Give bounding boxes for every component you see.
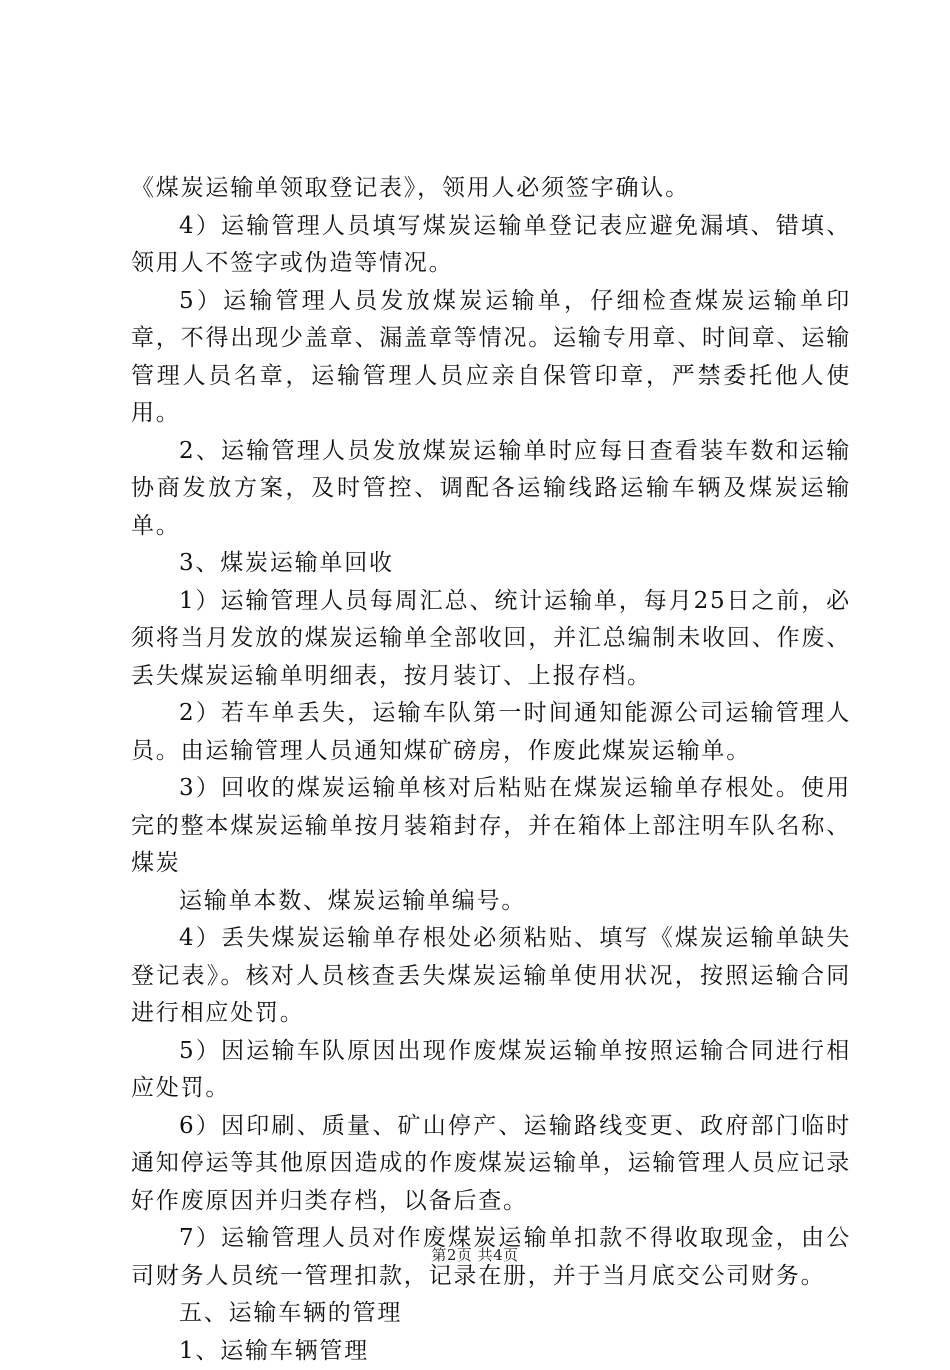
paragraph: 6）因印刷、质量、矿山停产、运输路线变更、政府部门临时通知停运等其他原因造成的作废煤炭运输单，运输管理人员应记录好作废原因并归类存档，以备后查。 [131,1108,851,1221]
page-footer: 第2页 共4页 [0,1244,950,1265]
paragraph: 运输单本数、煤炭运输单编号。 [131,883,851,921]
paragraph: 3、煤炭运输单回收 [131,545,851,583]
paragraph: 5）因运输车队原因出现作废煤炭运输单按照运输合同进行相应处罚。 [131,1033,851,1108]
paragraph: 2）若车单丢失，运输车队第一时间通知能源公司运输管理人员。由运输管理人员通知煤矿磅房，作废此煤炭运输单。 [131,695,851,770]
paragraph: 7）运输管理人员对作废煤炭运输单扣款不得收取现金，由公司财务人员统一管理扣款，记录在册，并于当月底交公司财务。 [131,1220,851,1295]
paragraph: 《煤炭运输单领取登记表》，领用人必须签字确认。 [131,170,851,208]
paragraph: 2、运输管理人员发放煤炭运输单时应每日查看装车数和运输协商发放方案，及时管控、调配各运输线路运输车辆及煤炭运输单。 [131,433,851,546]
paragraph: 5）运输管理人员发放煤炭运输单，仔细检查煤炭运输单印章，不得出现少盖章、漏盖章等情况。运输专用章、时间章、运输管理人员名章，运输管理人员应亲自保管印章，严禁委托他人使用。 [131,283,851,433]
paragraph: 1、运输车辆管理 [131,1333,851,1370]
document-body [131,170,851,1370]
paragraph: 五、运输车辆的管理 [131,1295,851,1333]
paragraph: 4）运输管理人员填写煤炭运输单登记表应避免漏填、错填、领用人不签字或伪造等情况。 [131,208,851,283]
paragraph: 3）回收的煤炭运输单核对后粘贴在煤炭运输单存根处。使用完的整本煤炭运输单按月装箱封存，并在箱体上部注明车队名称、煤炭 [131,770,851,883]
paragraph: 1）运输管理人员每周汇总、统计运输单，每月25日之前，必须将当月发放的煤炭运输单全部收回，并汇总编制未收回、作废、丢失煤炭运输单明细表，按月装订、上报存档。 [131,583,851,696]
paragraph: 4）丢失煤炭运输单存根处必须粘贴、填写《煤炭运输单缺失登记表》。核对人员核查丢失煤炭运输单使用状况，按照运输合同进行相应处罚。 [131,920,851,1033]
